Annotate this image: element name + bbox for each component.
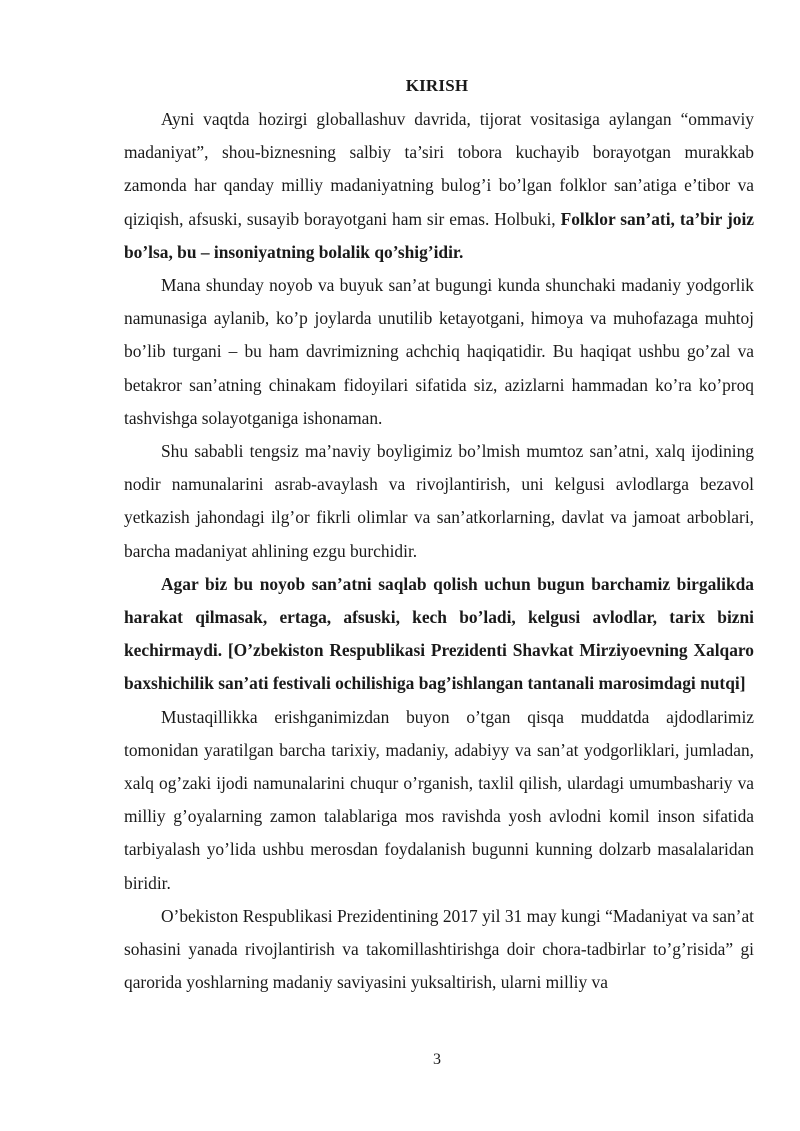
paragraph-heritage: [124, 269, 754, 435]
paragraph-quote-text: Agar biz bu noyob san’atni saqlab qolish uchun bugun barchamiz birgalikda harakat qilmasak, ertaga, afsuski, kech bo’ladi, kelgusi avlodlar, tarix bizni kechirmaydi. [O’zbekiston Respublikasi Prezidenti Shavkat Mirziyoevning Xalqaro baxshichilik san’ati festivali ochilishiga bag’ishlangan tantanali marosimdagi nutqi]: [124, 573, 754, 694]
body-text: [124, 103, 754, 999]
paragraph-intro: [124, 103, 754, 269]
paragraph-intro-emphasis: Folklor san’ati, ta’bir joiz bo’lsa, bu – insoniyatning bolalik qo’shig’idir.: [124, 208, 754, 262]
paragraph-independence-text: Mustaqillikka erishganimizdan buyon o’tgan qisqa muddatda ajdodlarimiz tomonidan yaratilgan barcha tarixiy, madaniy, adabiyy va san’at yodgorliklari, jumladan, xalq og’zaki ijodi namunalarini chuqur o’rganish, taxlil qilish, ulardagi umumbashariy va milliy g’oyalarning zamon talablariga mos ravishda yosh avlodni komil inson sifatida tarbiyalash yo’lida ushbu merosdan foydalanish bugunni kunning dolzarb masalalaridan biridir.: [124, 706, 754, 893]
paragraph-decree-text: O’bekiston Respublikasi Prezidentining 2017 yil 31 may kungi “Madaniyat va san’at sohasini yanada rivojlantirish va takomillashtirishga doir chora-tadbirlar to’g’risida” gi qarorida yoshlarning madaniy saviyasini yuksaltirish, ularni milliy va: [124, 905, 754, 993]
page-number: 3: [433, 1051, 441, 1068]
paragraph-independence: [124, 701, 754, 900]
paragraph-duty: [124, 435, 754, 568]
paragraph-duty-text: Shu sababli tengsiz ma’naviy boyligimiz bo’lmish mumtoz san’atni, xalq ijodining nodir namunalarini asrab-avaylash va rivojlantirish, uni kelgusi avlodlarga bezavol yetkazish jahondagi ilg’or fikrli olimlar va san’atkorlarning, davlat va jamoat arboblari, barcha madaniyat ahlining ezgu burchidir.: [124, 441, 754, 561]
paragraph-quote: [124, 568, 754, 701]
paragraph-heritage-text: Mana shunday noyob va buyuk san’at bugungi kunda shunchaki madaniy yodgorlik namunasiga aylanib, ko’p joylarda unutilib ketayotgani, himoya va muhofazaga muhtoj bo’lib turgani – bu ham davrimizning achchiq haqiqatidir. Bu haqiqat ushbu go’zal va betakror san’atning chinakam fidoyilari sifatida siz, azizlarni hammadan ko’ra ko’proq tashvishga solayotganiga ishonaman.: [124, 275, 754, 428]
section-title: KIRISH: [405, 76, 469, 95]
paragraph-intro-text: Ayni vaqtda hozirgi globallashuv davrida, tijorat vositasiga aylangan “ommaviy madaniyat”, shou-biznesning salbiy ta’siri tobora kuchayib borayotgan murakkab zamonda har qanday milliy madaniyatning bulog’i bo’lgan folklor san’atiga e’tibor va qiziqish, afsuski, susayib borayotgani ham sir emas. Holbuki,: [124, 109, 754, 229]
paragraph-decree: [124, 900, 754, 1000]
